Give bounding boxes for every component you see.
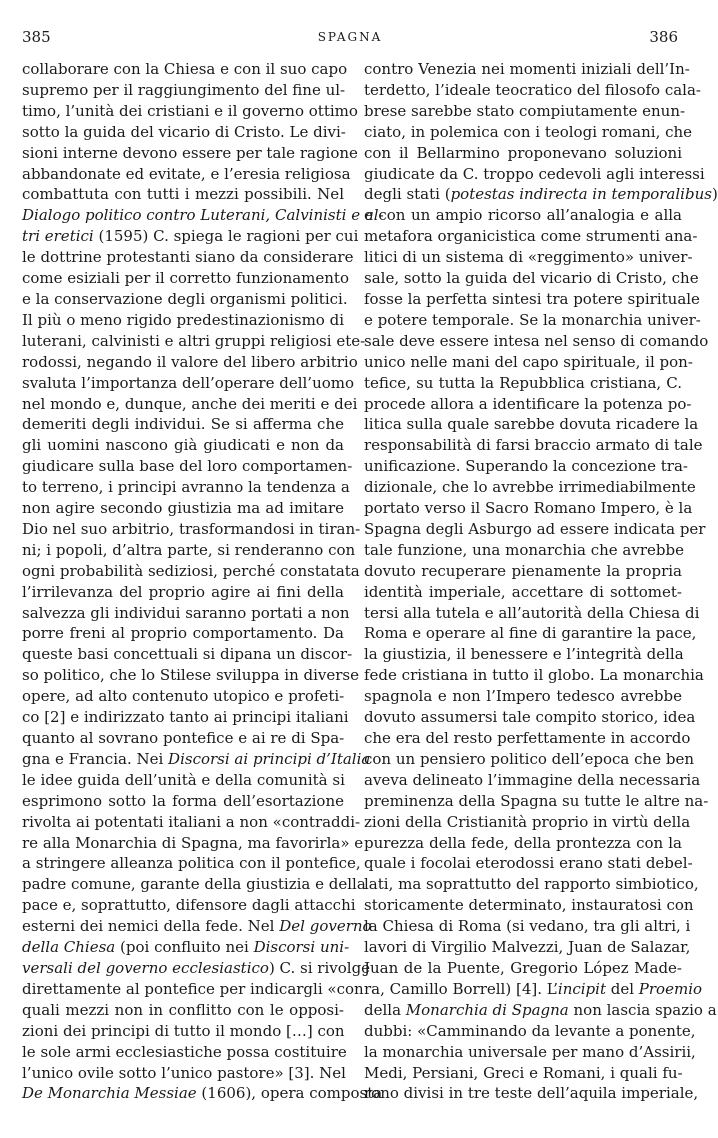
text-line (364, 519, 706, 540)
text-line (364, 414, 699, 435)
text-run: ogni probabilità sediziosi, perché constatata (22, 561, 360, 580)
text-run: contro Venezia nei momenti iniziali dell’In- (364, 60, 690, 78)
text-run: litici di un sistema di «reggimento» univer- (364, 248, 693, 267)
text-run: giudicare sulla base del loro comportamen- (22, 457, 353, 476)
text-line (364, 205, 682, 226)
text-line (22, 1021, 344, 1042)
text-run: identità imperiale, accettare di sottomet- (364, 582, 682, 601)
text-run: degli stati ( (364, 185, 451, 204)
text-line (22, 456, 353, 477)
text-run: che era del resto perfettamente in accordo (364, 729, 691, 747)
text-line (364, 833, 682, 854)
text-line (22, 352, 358, 373)
text-line (364, 770, 701, 791)
text-run: le idee guida dell’unità e della comunità si (22, 770, 345, 789)
text-run: gna e Francia. Nei (22, 749, 169, 768)
text-line (364, 122, 693, 143)
text-line (364, 603, 700, 624)
italic-text: Discorsi ai principi d’Italia (168, 749, 371, 768)
text-line (22, 686, 344, 707)
italic-text: Del governo (279, 917, 372, 936)
text-run: sotto la guida del vicario di Cristo. Le divi- (22, 122, 346, 141)
text-run: ra, Camillo Borrell) [4]. L’ (364, 979, 558, 998)
text-line (22, 853, 361, 874)
text-run: unico nelle mani del capo spirituale, il pon- (364, 352, 693, 371)
text-run: Il più o meno rigido predestinazionismo di (22, 310, 345, 329)
text-run: fede cristiana in tutto il globo. La monarchia (364, 666, 704, 685)
text-line (364, 874, 699, 895)
text-run: giudicate da C. troppo cedevoli agli interessi (364, 164, 705, 183)
text-line (22, 101, 358, 122)
italic-text: versali del governo ecclesiastico (22, 958, 269, 977)
text-run: tale funzione, una monarchia che avrebbe (364, 540, 684, 559)
text-line (364, 247, 693, 268)
text-line (22, 603, 350, 624)
text-run: combattuta con tutti i mezzi possibili. Nel (22, 185, 344, 204)
italic-text: della Chiesa (22, 938, 116, 957)
text-run: gli uomini nascono già giudicati e non da (22, 436, 344, 455)
text-line (22, 59, 348, 80)
text-run: porre freni al proprio comportamento. Da (22, 624, 344, 643)
text-line (364, 728, 691, 749)
text-run: Juan de la Puente, Gregorio López Made- (364, 958, 682, 977)
text-line (364, 226, 698, 247)
text-line (364, 707, 696, 728)
text-line (22, 623, 344, 644)
text-line (364, 623, 697, 644)
text-run: (1595) C. spiega le ragioni per cui (93, 227, 359, 246)
text-run: salvezza gli individui saranno portati a non (22, 603, 350, 622)
text-run: sioni interne devono essere per tale ragione (22, 143, 358, 162)
italic-text: Dialogo politico contro Luterani, Calvinisti e al- (22, 206, 384, 225)
text-run: (poi confluito nei (115, 938, 254, 957)
text-line (22, 665, 360, 686)
text-line (364, 101, 686, 122)
text-line (22, 310, 344, 331)
text-line (364, 1000, 717, 1021)
text-line (364, 435, 703, 456)
text-line (364, 498, 693, 519)
text-run: rodossi, negando il valore del libero arbitrio (22, 352, 358, 371)
text-line (22, 519, 361, 540)
text-run: dubbi: «Camminando da levante a ponente, (364, 1021, 696, 1040)
text-run: direttamente al pontefice per indicargli «con (22, 979, 364, 998)
text-line (22, 289, 348, 310)
text-run: dovuto recuperare pienamente la propria (364, 561, 682, 580)
text-run: non lascia spazio a (568, 1000, 717, 1019)
text-run: la monarchia universale per mano d’Assirii, (364, 1042, 696, 1061)
text-line (22, 1063, 344, 1084)
italic-text: Proemio (638, 979, 703, 998)
text-run: zioni dei principi di tutto il mondo […] con (22, 1021, 345, 1040)
text-line (364, 686, 682, 707)
text-line (364, 791, 709, 812)
text-run: ) (711, 185, 718, 204)
text-line (22, 937, 350, 958)
text-run: aveva delineato l’immagine della necessaria (364, 770, 701, 789)
text-line (22, 373, 355, 394)
italic-text: Discorsi uni- (253, 938, 350, 957)
italic-text: potestas indirecta in temporalibus (450, 185, 712, 204)
text-line (22, 874, 366, 895)
text-run: procede allora a identificare la potenza po- (364, 394, 692, 413)
text-run: to terreno, i principi avranno la tendenza a (22, 478, 350, 497)
text-run: sale deve essere intesa nel senso di comando (364, 331, 709, 350)
text-line (22, 205, 384, 226)
text-run: tersi alla tutela e all’autorità della Chiesa di (364, 603, 700, 622)
text-line (22, 1000, 344, 1021)
text-run: ni; i popoli, d’altra parte, si renderanno con (22, 540, 356, 559)
text-line (364, 268, 699, 289)
text-run: l’unico ovile sotto l’unico pastore» [3]. Nel (22, 1063, 346, 1082)
text-run: non agire secondo giustizia ma ad imitare (22, 499, 344, 518)
text-line (22, 979, 364, 1000)
text-line (22, 582, 344, 603)
text-run: responsabilità di farsi braccio armato di tale (364, 436, 703, 455)
text-line (22, 498, 344, 519)
text-run: spagnola e non l’Impero tedesco avrebbe (364, 687, 682, 706)
text-line (364, 895, 694, 916)
text-run: collaborare con la Chiesa e con il suo capo (22, 60, 348, 78)
text-run: lati, ma soprattutto del rapporto simbiotico, (364, 875, 699, 894)
text-line (22, 749, 371, 770)
text-run: e potere temporale. Se la monarchia univer- (364, 310, 701, 329)
text-line (22, 226, 359, 247)
text-run: zioni della Cristianità proprio in virtù della (364, 812, 691, 831)
text-line (364, 540, 682, 561)
text-line (22, 540, 356, 561)
text-line (364, 164, 705, 185)
text-run: preminenza della Spagna su tutte le altre na- (364, 791, 709, 810)
text-run: ) C. si rivolge (268, 958, 371, 977)
text-run: dovuto assumersi tale compito storico, idea (364, 708, 696, 727)
text-line (364, 184, 718, 205)
text-run: l’irrilevanza del proprio agire ai fini della (22, 582, 344, 601)
text-run: Roma e operare al fine di garantire la pace, (364, 624, 697, 643)
text-line (22, 895, 356, 916)
text-line (364, 1021, 696, 1042)
text-run: queste basi concettuali si dipana un discor- (22, 645, 353, 664)
text-line (364, 665, 704, 686)
text-line (364, 582, 682, 603)
italic-text: incipit (557, 979, 606, 998)
text-line (364, 853, 693, 874)
text-line (364, 1083, 699, 1104)
text-run: brese sarebbe stato compiutamente enun- (364, 101, 686, 120)
italic-text: De Monarchia Messiae (22, 1084, 197, 1103)
text-line (364, 59, 690, 80)
text-run: portato verso il Sacro Romano Impero, è la (364, 499, 693, 518)
text-run: con il Bellarmino proponevano soluzioni (364, 143, 682, 162)
text-run: come esiziali per il corretto funzionamento (22, 269, 349, 288)
italic-text: Monarchia di Spagna (405, 1000, 569, 1019)
text-run: le dottrine protestanti siano da considerare (22, 248, 354, 267)
text-line (364, 394, 692, 415)
text-run: la giustizia, il benessere e l’integrità della (364, 645, 684, 664)
text-run: rono divisi in tre teste dell’aquila imperiale, (364, 1084, 699, 1103)
page-number-right: 386 (649, 28, 678, 46)
text-line (22, 414, 344, 435)
text-run: abbandonate ed evitate, e l’eresia religiosa (22, 164, 351, 183)
text-run: esprimono sotto la forma dell’esortazione (22, 791, 344, 810)
text-run: purezza della fede, della prontezza con la (364, 833, 682, 852)
text-line (364, 1063, 682, 1084)
text-line (22, 833, 364, 854)
text-run: re alla Monarchia di Spagna, ma favorirla» e (22, 833, 364, 852)
text-run: dizionale, che lo avrebbe irrimediabilmente (364, 478, 696, 497)
text-run: quali mezzi non in conflitto con le opposi- (22, 1000, 344, 1019)
text-run: demeriti degli individui. Se si afferma che (22, 415, 344, 434)
text-line (364, 352, 693, 373)
text-line (22, 770, 344, 791)
text-line (364, 812, 691, 833)
text-run: opere, ad alto contenuto utopico e profeti- (22, 687, 345, 706)
text-line (364, 289, 700, 310)
text-line (364, 561, 682, 582)
text-run: Medi, Persiani, Greci e Romani, i quali fu- (364, 1063, 683, 1082)
text-line (364, 644, 682, 665)
running-title: SPAGNA (317, 30, 383, 44)
text-line (22, 164, 351, 185)
text-run: della (364, 1000, 406, 1019)
text-line (22, 812, 361, 833)
text-run: timo, l’unità dei cristiani e il governo ottimo (22, 101, 358, 120)
text-line (22, 394, 358, 415)
text-line (22, 1083, 383, 1104)
text-run: esterni dei nemici della fede. Nel (22, 917, 280, 936)
text-run: e la conservazione degli organismi politici. (22, 289, 348, 308)
text-line (22, 122, 344, 143)
text-run: a stringere alleanza politica con il pontefice, (22, 854, 361, 873)
text-run: storicamente determinato, instauratosi con (364, 896, 694, 915)
text-run: le sole armi ecclesiastiche possa costituire (22, 1042, 347, 1061)
text-line (364, 979, 703, 1000)
text-line (364, 916, 691, 937)
text-run: terdetto, l’ideale teocratico del filosofo cala- (364, 80, 701, 99)
text-line (364, 373, 682, 394)
text-run: luterani, calvinisti e altri gruppi religiosi ete- (22, 331, 366, 350)
text-line (364, 958, 682, 979)
text-run: ciato, in polemica con i teologi romani, che (364, 122, 693, 141)
text-run: la Chiesa di Roma (si vedano, tra gli altri, i (364, 917, 691, 936)
text-run: tefice, su tutta la Repubblica cristiana, C. (364, 373, 682, 392)
text-run: fosse la perfetta sintesi tra potere spirituale (364, 289, 700, 308)
text-line (22, 707, 349, 728)
text-line (364, 80, 701, 101)
text-run: (1606), opera composta (196, 1084, 383, 1103)
text-run: padre comune, garante della giustizia e della (22, 875, 366, 894)
right-text-column (364, 59, 718, 1104)
text-run: so politico, che lo Stilese sviluppa in diverse (22, 666, 360, 685)
text-line (364, 1042, 696, 1063)
text-run: quale i focolai eterodossi erano stati debel- (364, 854, 693, 873)
text-line (22, 1042, 347, 1063)
text-line (364, 477, 696, 498)
text-line (22, 268, 349, 289)
running-header (0, 28, 700, 48)
text-line (22, 728, 344, 749)
text-run: co [2] e indirizzato tanto ai principi italiani (22, 708, 349, 727)
text-line (22, 791, 344, 812)
text-run: unificazione. Superando la concezione tra- (364, 457, 688, 476)
text-run: svaluta l’importanza dell’operare dell’uomo (22, 373, 355, 392)
text-run: sale, sotto la guida del vicario di Cristo, che (364, 269, 699, 288)
text-line (22, 435, 344, 456)
text-line (22, 958, 371, 979)
text-run: lavori di Virgilio Malvezzi, Juan de Salazar, (364, 938, 691, 957)
left-text-column (22, 59, 384, 1104)
text-run: pace e, soprattutto, difensore dagli attacchi (22, 896, 356, 915)
text-line (364, 749, 694, 770)
text-line (364, 310, 701, 331)
text-run: litica sulla quale sarebbe dovuta ricadere la (364, 415, 699, 434)
text-run: Dio nel suo arbitrio, trasformandosi in tiran- (22, 519, 361, 538)
text-line (364, 143, 682, 164)
text-run: Spagna degli Asburgo ad essere indicata per (364, 519, 706, 538)
text-run: quanto al sovrano pontefice e ai re di Spa- (22, 729, 345, 747)
text-line (22, 477, 350, 498)
text-line (22, 644, 353, 665)
text-line (364, 937, 691, 958)
page-number-left: 385 (22, 28, 51, 46)
text-run: metafora organicistica come strumenti ana- (364, 227, 698, 246)
text-line (22, 143, 358, 164)
text-line (22, 916, 372, 937)
italic-text: tri eretici (22, 227, 94, 246)
text-run: del (605, 979, 639, 998)
text-run: rivolta ai potentati italiani a non «contraddi- (22, 812, 361, 831)
text-line (22, 561, 360, 582)
text-line (22, 247, 354, 268)
text-line (364, 331, 709, 352)
text-line (22, 331, 366, 352)
text-line (22, 80, 344, 101)
text-run: supremo per il raggiungimento del fine ul- (22, 80, 346, 99)
text-run: nel mondo e, dunque, anche dei meriti e dei (22, 394, 358, 413)
text-run: e con un ampio ricorso all’analogia e alla (364, 206, 682, 225)
text-run: con un pensiero politico dell’epoca che ben (364, 749, 694, 768)
text-line (364, 456, 688, 477)
text-line (22, 184, 344, 205)
